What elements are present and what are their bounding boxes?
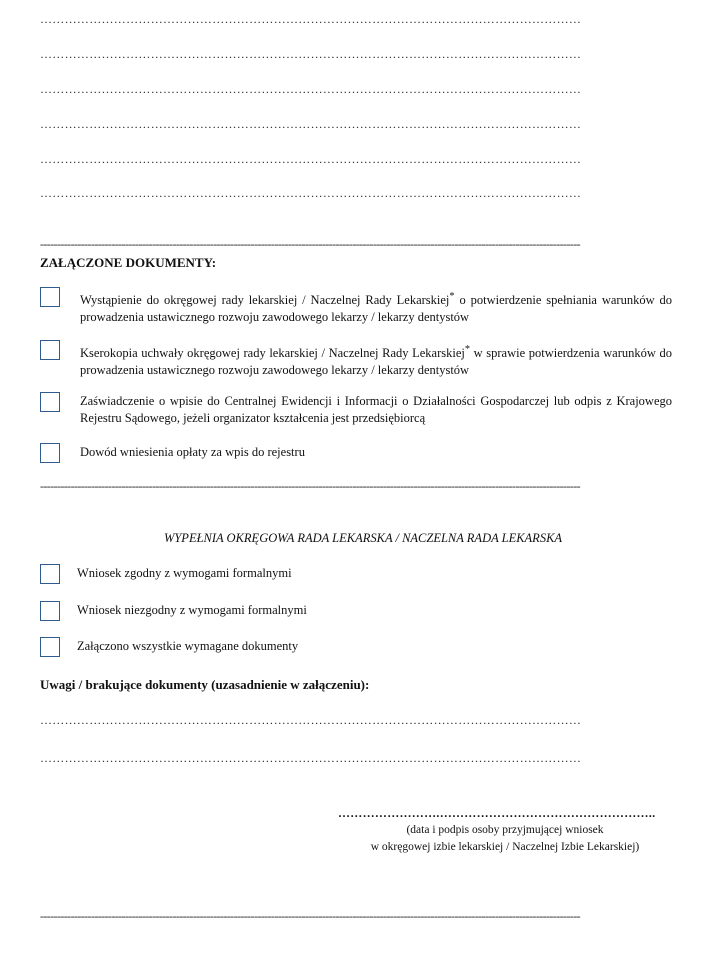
- checkbox-attached-2[interactable]: [40, 340, 60, 360]
- council-item-1: Wniosek zgodny z wymogami formalnymi: [77, 566, 292, 580]
- council-item-2: Wniosek niezgodny z wymogami formalnymi: [77, 603, 307, 617]
- attached-item-1-text: Wystąpienie do okręgowej rady lekarskiej / Naczelnej Rady Lekarskiej: [80, 293, 450, 308]
- attached-item-2-text: Kserokopia uchwały okręgowej rady lekarskiej / Naczelnej Rady Lekarskiej: [80, 346, 465, 361]
- remarks-dotted-line[interactable]: ……………………………………………………………………………………………………………………: [40, 713, 582, 727]
- attached-item-1: [80, 288, 672, 326]
- checkbox-all-documents[interactable]: [40, 637, 60, 657]
- checkbox-attached-4[interactable]: [40, 443, 60, 463]
- attached-item-2-text-cont: w sprawie potwierdzenia warunków do prowadzenia ustawicznego rozwoju zawodowego lekarzy / lekarzy dentystów: [80, 346, 672, 378]
- council-item-3: Załączono wszystkie wymagane dokumenty: [77, 639, 299, 653]
- asterisk-mark: *: [464, 344, 471, 355]
- section-separator: ---------------------------------------------------------------------------------------------------------------------------------------------------------------: [40, 480, 580, 492]
- section-separator: ---------------------------------------------------------------------------------------------------------------------------------------------------------------: [40, 238, 580, 250]
- asterisk-mark: *: [449, 291, 455, 302]
- remarks-dotted-line[interactable]: ……………………………………………………………………………………………………………………: [40, 751, 582, 765]
- dotted-line[interactable]: ……………………………………………………………………………………………………………………: [40, 152, 582, 166]
- council-heading: WYPEŁNIA OKRĘGOWA RADA LEKARSKA / NACZELNA RADA LEKARSKA: [163, 531, 563, 545]
- signature-caption-1: (data i podpis osoby przyjmującej wniosek: [406, 824, 604, 836]
- attached-item-2: [80, 341, 672, 379]
- dotted-line[interactable]: ……………………………………………………………………………………………………………………: [40, 47, 582, 61]
- signature-caption-2: w okręgowej izbie lekarskiej / Naczelnej Izbie Lekarskiej): [370, 841, 640, 853]
- attached-item-1-text-cont: o potwierdzenie spełniania warunków do prowadzenia ustawicznego rozwoju zawodowego lekarzy / lekarzy dentystów: [80, 293, 673, 325]
- dotted-line[interactable]: ……………………………………………………………………………………………………………………: [40, 117, 582, 131]
- attached-item-3: [80, 393, 672, 427]
- dotted-line[interactable]: ……………………………………………………………………………………………………………………: [40, 12, 582, 26]
- attached-item-3-text: Zaświadczenie o wpisie do Centralnej Ewidencji i Informacji o Działalności Gospodarczej lub odpis z Krajowego Rejestru Sądowego, jeżeli organizator kształcenia jest przedsiębiorcą: [80, 394, 672, 425]
- dotted-line[interactable]: ……………………………………………………………………………………………………………………: [40, 186, 582, 200]
- bottom-separator: ---------------------------------------------------------------------------------------------------------------------------------------------------------------: [40, 910, 580, 922]
- remarks-label: Uwagi / brakujące dokumenty (uzasadnienie w załączeniu):: [40, 677, 370, 692]
- dotted-line[interactable]: ……………………………………………………………………………………………………………………: [40, 82, 582, 96]
- attached-documents-heading: ZAŁĄCZONE DOKUMENTY:: [40, 255, 217, 270]
- checkbox-attached-1[interactable]: [40, 287, 60, 307]
- attached-item-4: Dowód wniesienia opłaty za wpis do rejestru: [80, 445, 305, 459]
- signature-line[interactable]: …………………….……………………………………………..: [338, 806, 656, 820]
- checkbox-formal-noncompliant[interactable]: [40, 601, 60, 621]
- checkbox-attached-3[interactable]: [40, 392, 60, 412]
- checkbox-formal-compliant[interactable]: [40, 564, 60, 584]
